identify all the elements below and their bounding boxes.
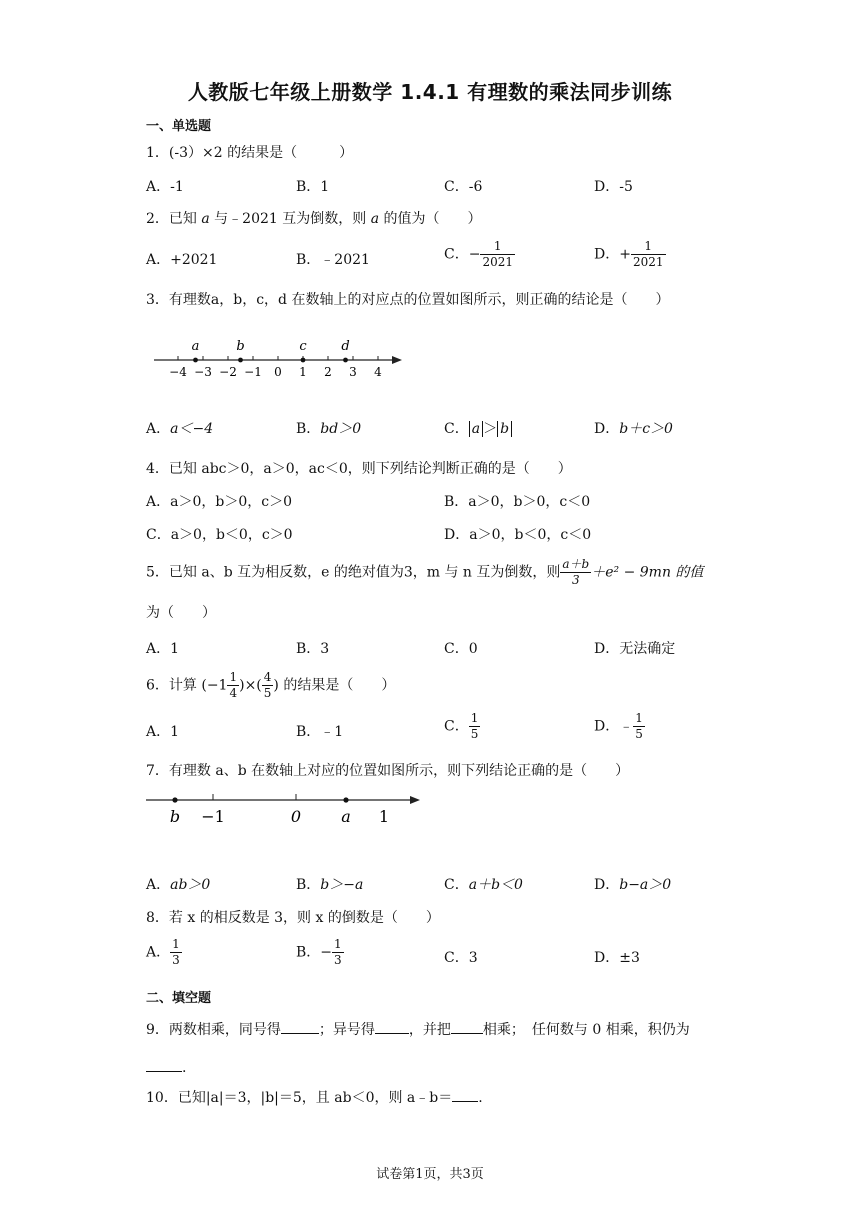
question-9-stem: 9．两数相乘，同号得 ；异号得 ，并把 相乘； 任何数与 0 相乘，积仍为: [146, 1019, 690, 1039]
question-6-stem: 6．计算 (−1 $\frac{1}{4}$ )×( $\frac{4}{5}$ ) 的结果是（ ）: [146, 670, 396, 700]
question-2-option-c: C．− $\frac{1}{2021}$: [444, 239, 513, 269]
axis-label: −1: [201, 807, 225, 826]
section-heading-fill-in: 二、填空题: [146, 991, 212, 1006]
question-8-option-d: D．±3: [594, 950, 640, 966]
question-6-option-c: C． $\frac{1}{5}$: [444, 711, 479, 741]
question-3-option-a: A．a＜−4: [146, 421, 214, 437]
point-label-a: a: [191, 339, 200, 354]
answer-blank[interactable]: [146, 1057, 182, 1072]
question-5-stem-line2: 为（ ）: [146, 605, 216, 621]
point-c: [301, 358, 306, 363]
question-7-option-d: D．b−a＞0: [594, 877, 672, 893]
question-5-option-d: D．无法确定: [594, 641, 676, 657]
question-2-option-b: B．﹣2021: [296, 252, 370, 268]
page-footer: 试卷第1页，共3页: [376, 1167, 484, 1182]
question-6-option-a: A．1: [146, 724, 180, 740]
question-5-option-b: B．3: [296, 641, 330, 657]
point-b: [238, 358, 243, 363]
question-7-option-b: B．b＞−a: [296, 877, 364, 893]
axis-label: 1: [378, 807, 390, 826]
point-label-c: c: [299, 339, 307, 354]
section-heading-single-choice: 一、单选题: [146, 119, 212, 134]
answer-blank[interactable]: [281, 1019, 319, 1034]
axis-label: a: [341, 807, 351, 826]
point-b: [172, 797, 177, 802]
axis-tick-label: 0: [274, 365, 282, 379]
question-2-stem: 2．已知 a 与﹣2021 互为倒数，则 a 的值为（ ）: [146, 211, 482, 227]
axis-label: 0: [290, 807, 302, 826]
question-5-option-a: A．1: [146, 641, 180, 657]
question-3-option-d: D．b＋c＞0: [594, 421, 673, 437]
answer-blank[interactable]: [375, 1019, 409, 1034]
question-1-option-b: B．1: [296, 179, 330, 195]
question-8-option-c: C．3: [444, 950, 478, 966]
question-7-option-c: C．a＋b＜0: [444, 877, 523, 893]
axis-tick-label: 2: [324, 365, 332, 379]
question-8-option-a: A． $\frac{1}{3}$: [146, 937, 180, 967]
question-1-option-d: D．-5: [594, 179, 633, 195]
question-2-option-d: D．+ $\frac{1}{2021}$: [594, 239, 664, 269]
question-5-option-c: C．0: [444, 641, 478, 657]
question-8-option-b: B．− $\frac{1}{3}$: [296, 937, 342, 967]
page-title: 人教版七年级上册数学 1.4.1 有理数的乘法同步训练: [187, 80, 673, 104]
axis-arrow: [410, 796, 420, 804]
question-10-stem: 10．已知|a|＝3，|b|＝5，且 ab＜0，则 a﹣b＝ .: [146, 1087, 483, 1107]
question-1-option-a: A．-1: [146, 179, 184, 195]
question-9-stem-line2: .: [146, 1057, 186, 1076]
question-2-option-a: A．+2021: [146, 252, 218, 268]
question-3-option-b: B．bd＞0: [296, 421, 362, 437]
point-a: [343, 797, 348, 802]
question-5-stem: 5．已知 a、b 互为相反数，e 的绝对值为3，m 与 n 互为倒数，则 $\frac{a+b}{3}$ ＋e² − 9mn 的值: [146, 557, 704, 587]
axis-tick-label: 3: [349, 365, 357, 379]
question-4-option-c: C．a＞0，b＜0，c＞0: [146, 527, 293, 543]
point-a: [193, 358, 198, 363]
axis-tick-label: 1: [299, 365, 307, 379]
question-4-option-b: B．a＞0，b＞0，c＜0: [444, 494, 591, 510]
axis-tick-label: 4: [374, 365, 382, 379]
answer-blank[interactable]: [452, 1087, 478, 1102]
question-6-option-b: B．﹣1: [296, 724, 344, 740]
axis-arrow: [392, 356, 402, 364]
question-4-stem: 4．已知 abc＞0，a＞0，ac＜0，则下列结论判断正确的是（ ）: [146, 461, 572, 477]
question-7-option-a: A．ab＞0: [146, 877, 211, 893]
axis-tick-label: −3: [194, 365, 212, 379]
point-label-d: d: [341, 339, 350, 354]
question-8-stem: 8．若 x 的相反数是 3，则 x 的倒数是（ ）: [146, 910, 440, 926]
question-1-option-c: C．-6: [444, 179, 483, 195]
question-3-option-c: C． a ＞ b: [444, 418, 512, 438]
point-label-b: b: [236, 339, 245, 354]
question-1-stem: 1．(-3）×2 的结果是（ ）: [146, 145, 354, 161]
question-3-stem: 3．有理数a，b，c，d 在数轴上的对应点的位置如图所示，则正确的结论是（ ）: [146, 292, 670, 308]
axis-tick-label: −4: [169, 365, 187, 379]
answer-blank[interactable]: [451, 1019, 483, 1034]
question-4-option-a: A．a＞0，b＞0，c＞0: [146, 494, 292, 510]
question-7-number-line: [140, 786, 430, 828]
axis-tick-label: −1: [244, 365, 262, 379]
question-7-stem: 7．有理数 a、b 在数轴上对应的位置如图所示，则下列结论正确的是（ ）: [146, 763, 630, 779]
question-3-number-line: [150, 334, 410, 382]
axis-tick-label: −2: [219, 365, 237, 379]
question-4-option-d: D．a＞0，b＜0，c＜0: [444, 527, 592, 543]
axis-label: b: [169, 807, 181, 826]
question-6-option-d: D．﹣ $\frac{1}{5}$: [594, 711, 643, 741]
point-d: [343, 358, 348, 363]
